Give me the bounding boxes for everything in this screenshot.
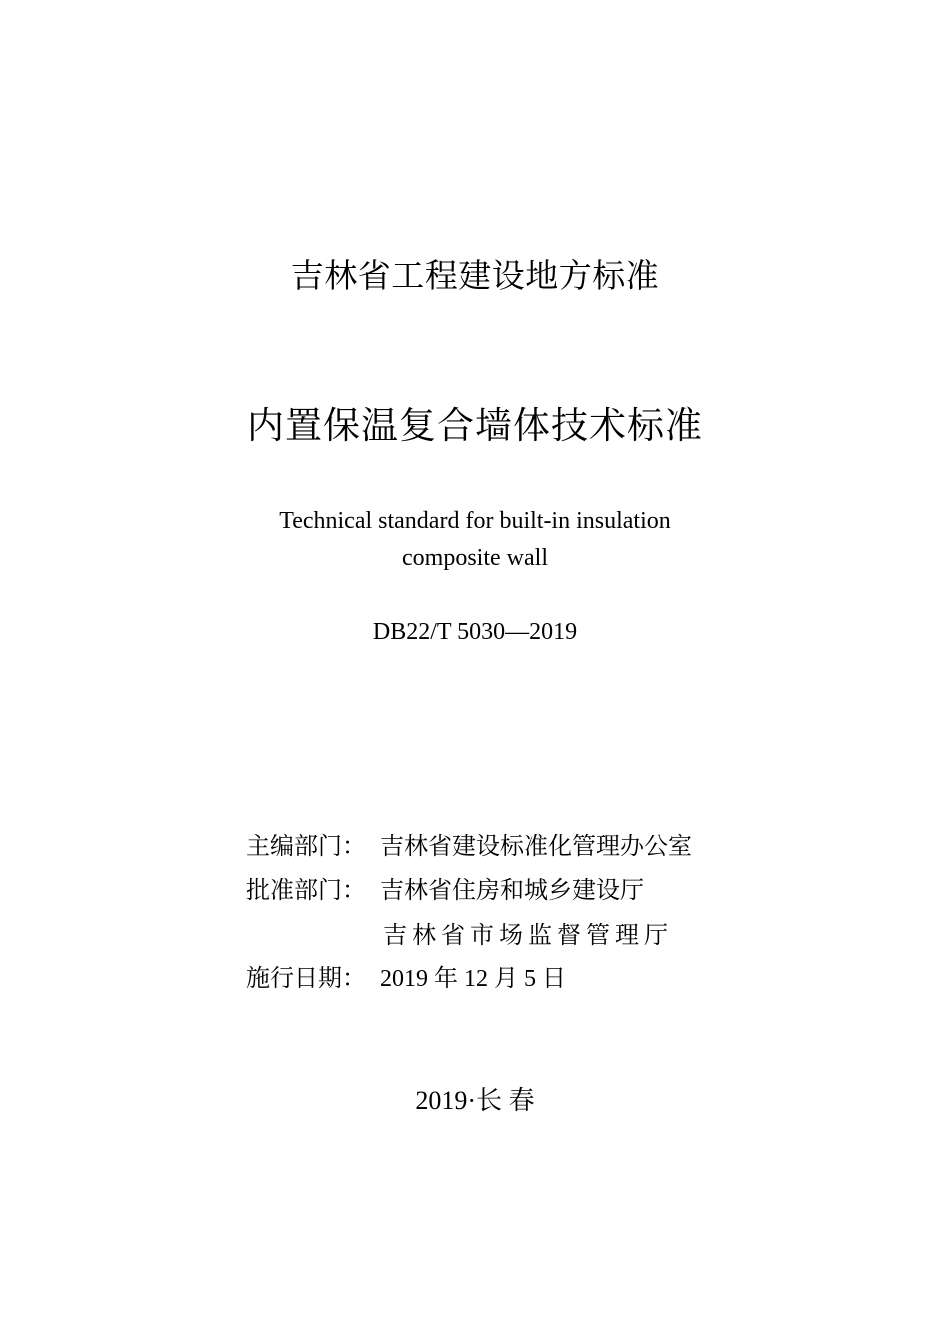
editor-label: 主编部门： bbox=[246, 832, 366, 860]
approver-label: 批准部门： bbox=[246, 876, 366, 904]
document-title-english-line-1: Technical standard for built-in insulation bbox=[279, 508, 671, 534]
standard-series-title: 吉林省工程建设地方标准 bbox=[290, 256, 660, 295]
document-title-chinese: 内置保温复合墙体技术标准 bbox=[247, 404, 703, 447]
effective-date-value: 2019 年 12 月 5 日 bbox=[380, 966, 566, 992]
approver-value-2: 吉林省市场监督管理厅 bbox=[383, 921, 673, 949]
approver-value-1: 吉林省住房和城乡建设厅 bbox=[380, 876, 644, 904]
editor-row bbox=[246, 828, 692, 864]
effective-date-label: 施行日期： bbox=[246, 964, 366, 992]
effective-date-row bbox=[246, 960, 566, 997]
footer-place-year: 2019·长 春 bbox=[415, 1086, 535, 1115]
editor-value: 吉林省建设标准化管理办公室 bbox=[380, 832, 692, 860]
document-title-english-line-2: composite wall bbox=[402, 545, 548, 571]
approver-row bbox=[246, 872, 644, 908]
standard-code: DB22/T 5030—2019 bbox=[372, 619, 578, 645]
